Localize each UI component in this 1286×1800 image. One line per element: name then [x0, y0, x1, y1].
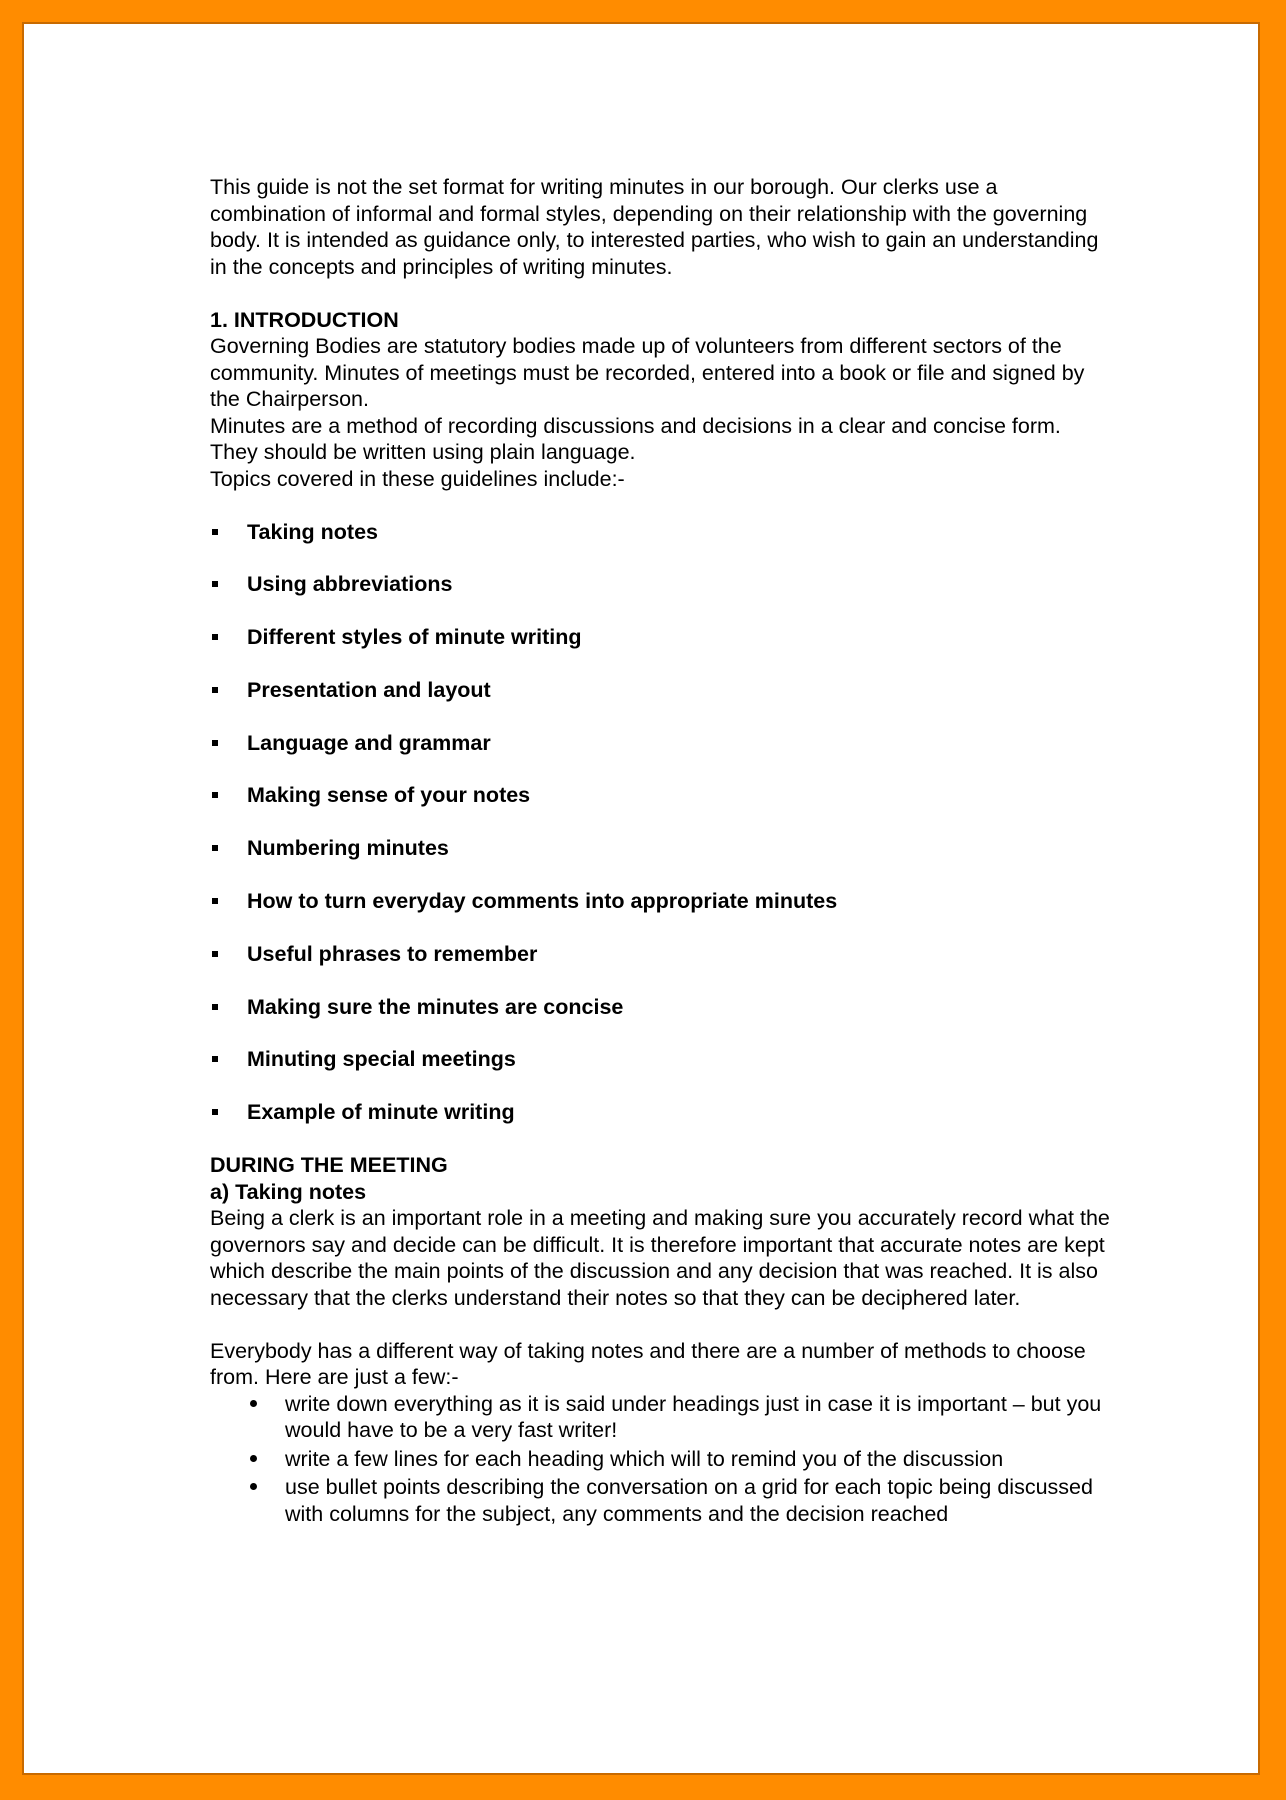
- document-page: [22, 22, 1260, 1775]
- during-meeting-heading: DURING THE MEETING: [210, 1153, 448, 1178]
- topic-label: Making sense of your notes: [247, 783, 531, 808]
- topic-label: Making sure the minutes are concise: [247, 994, 624, 1019]
- square-bullet-icon: [212, 634, 218, 640]
- topic-item: [210, 941, 1110, 968]
- method-text: write a few lines for each heading which will to remind you of the discussion: [285, 1446, 1004, 1471]
- introduction-paragraph-2: Minutes are a method of recording discussions and decisions in a clear and concise form. They should be written using plain language.: [210, 413, 1061, 464]
- round-bullet-icon: [250, 1400, 257, 1407]
- topic-label: Example of minute writing: [247, 1100, 515, 1125]
- topic-item: [210, 1099, 1110, 1126]
- square-bullet-icon: [212, 792, 218, 798]
- intro-paragraph: This guide is not the set format for writing minutes in our borough. Our clerks use a combination of informal and formal styles, depending on their relationship with the governing body. It is intended as guidance only, to interested parties, who wish to gain an understanding in the concepts and principles of writing minutes.: [210, 175, 1099, 279]
- note-methods-list: [210, 1391, 1110, 1528]
- method-text: use bullet points describing the conversation on a grid for each topic being discussed with columns for the subject, any comments and the decision reached: [285, 1475, 1093, 1526]
- topic-label: Different styles of minute writing: [247, 625, 582, 650]
- introduction-paragraph-1: Governing Bodies are statutory bodies made up of volunteers from different sectors of the community. Minutes of meetings must be recorded, entered into a book or file and signed by the Chairperson.: [210, 334, 1085, 411]
- method-item: [210, 1474, 1110, 1527]
- introduction-heading: 1. INTRODUCTION: [210, 307, 399, 332]
- topic-label: Presentation and layout: [247, 677, 491, 702]
- topic-item: [210, 835, 1110, 862]
- method-item: [210, 1391, 1110, 1444]
- topic-label: Useful phrases to remember: [247, 941, 538, 966]
- document-body: [210, 174, 1110, 1529]
- topic-item: [210, 782, 1110, 809]
- topic-label: Minuting special meetings: [247, 1047, 516, 1072]
- square-bullet-icon: [212, 1109, 218, 1115]
- taking-notes-subheading: a) Taking notes: [210, 1179, 367, 1204]
- square-bullet-icon: [212, 581, 218, 587]
- topic-item: [210, 1046, 1110, 1073]
- square-bullet-icon: [212, 951, 218, 957]
- square-bullet-icon: [212, 740, 218, 746]
- taking-notes-paragraph-1: Being a clerk is an important role in a meeting and making sure you accurately record what the governors say and decide can be difficult. It is therefore important that accurate notes are kept which describe the main points of the discussion and any decision that was reached. It is also necessary that the clerks understand their notes so that they can be deciphered later.: [210, 1206, 1110, 1310]
- method-text: write down everything as it is said under headings just in case it is important – but you would have to be a very fast writer!: [285, 1391, 1102, 1443]
- topic-item: [210, 677, 1110, 704]
- square-bullet-icon: [212, 1056, 218, 1062]
- topic-item: [210, 571, 1110, 598]
- square-bullet-icon: [212, 529, 218, 535]
- square-bullet-icon: [212, 1004, 218, 1010]
- taking-notes-paragraph-2: Everybody has a different way of taking notes and there are a number of methods to choose from. Here are just a few:-: [210, 1338, 1086, 1390]
- topic-item: [210, 519, 1110, 546]
- round-bullet-icon: [250, 1455, 257, 1462]
- topic-label: How to turn everyday comments into appropriate minutes: [247, 889, 838, 914]
- topic-item: [210, 730, 1110, 757]
- square-bullet-icon: [212, 687, 218, 693]
- round-bullet-icon: [250, 1483, 257, 1490]
- introduction-paragraph-3: Topics covered in these guidelines include:-: [210, 466, 625, 491]
- topic-label: Numbering minutes: [247, 836, 449, 861]
- method-item: [210, 1446, 1110, 1473]
- topic-item: [210, 888, 1110, 915]
- topic-item: [210, 624, 1110, 651]
- topics-list: [210, 519, 1110, 1126]
- topic-label: Using abbreviations: [247, 572, 453, 597]
- square-bullet-icon: [212, 898, 218, 904]
- square-bullet-icon: [212, 845, 218, 851]
- topic-label: Language and grammar: [247, 730, 491, 755]
- topic-label: Taking notes: [247, 519, 379, 544]
- topic-item: [210, 994, 1110, 1021]
